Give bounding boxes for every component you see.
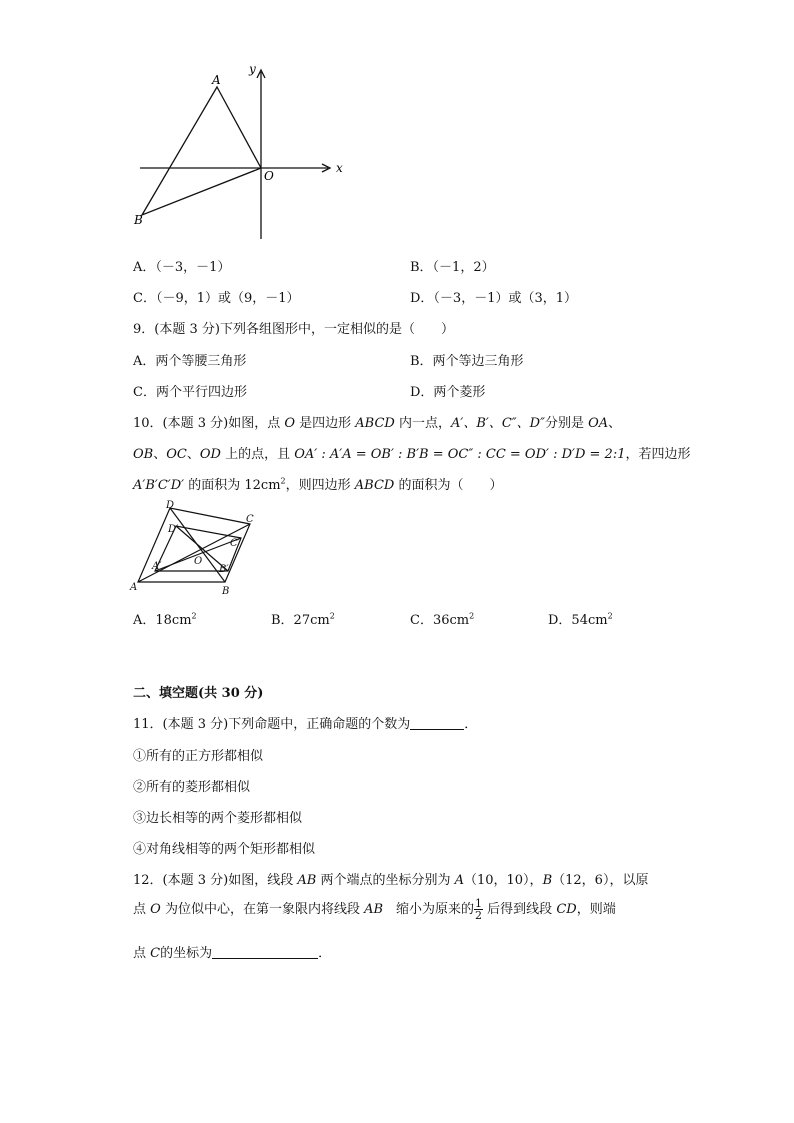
q11-stem: 11．(本题 3 分)下列命题中，正确命题的个数为 ． xyxy=(133,717,478,732)
q12-line-2: 点 O 为位似中心，在第一象限内将线段 AB 缩小为原来的 $\frac{1}{2}$ 后得到线段 CD，则端 xyxy=(133,897,616,922)
q11-item-2: ②所有的菱形都相似 xyxy=(133,780,251,795)
q10-line-3: A′B′C′D′ 的面积为 $12cm^2$，则四边形 ABCD 的面积为（ ） xyxy=(133,476,503,493)
q10-option-b: B．$27cm^2$ xyxy=(271,611,335,628)
label-C1: C′ xyxy=(230,538,240,549)
q11-item-1: ①所有的正方形都相似 xyxy=(133,749,264,764)
q8-option-a: A．（－3，－1） xyxy=(133,260,231,275)
label-C: C xyxy=(246,514,254,525)
coordinate-figure xyxy=(130,58,360,244)
label-B: B xyxy=(222,586,230,597)
label-O: O xyxy=(194,556,203,567)
q8-option-b: B．（－1，2） xyxy=(410,260,495,275)
label-B1: B′ xyxy=(219,564,229,575)
q12-line-1: 12．(本题 3 分)如图，线段 AB 两个端点的坐标分别为 A（10，10），B（12，6），以原 xyxy=(133,873,649,888)
q11-item-4: ④对角线相等的两个矩形都相似 xyxy=(133,842,316,857)
triangle-aob xyxy=(142,87,261,215)
quadrilateral-figure xyxy=(128,498,268,598)
label-D: D xyxy=(166,500,175,511)
q10-option-a: A．$18cm^2$ xyxy=(133,611,197,628)
fraction-one-half: $\frac{1}{2}$ xyxy=(475,897,483,922)
label-a: A xyxy=(212,73,221,87)
q8-option-c: C．（－9，1）或（9，－1） xyxy=(133,291,300,306)
segment-ac xyxy=(138,524,250,582)
section-title: 二、填空题(共 30 分) xyxy=(133,686,264,701)
label-x: x xyxy=(336,161,343,175)
q12-line-3: 点 C的坐标为 ． xyxy=(133,946,332,961)
label-A1: A′ xyxy=(152,561,162,572)
q10-option-d: D．$54cm^2$ xyxy=(548,611,613,628)
q10-line-1: 10．(本题 3 分)如图，点 O 是四边形 ABCD 内一点，A′、B′、C″、D″分别是 OA、 xyxy=(133,416,622,431)
label-b: B xyxy=(134,213,143,227)
label-y: y xyxy=(249,62,256,76)
q9-option-b: B．两个等边三角形 xyxy=(410,354,524,369)
q9-option-a: A．两个等腰三角形 xyxy=(133,354,247,369)
q11-item-3: ③边长相等的两个菱形都相似 xyxy=(133,811,303,826)
q10-option-c: C．$36cm^2$ xyxy=(410,611,475,628)
q9-stem: 9．(本题 3 分)下列各组图形中，一定相似的是（ ） xyxy=(133,322,454,337)
q8-option-d: D．（－3，－1）或（3，1） xyxy=(410,291,578,306)
q12-answer-blank[interactable] xyxy=(212,946,318,959)
q10-line-2: OB、OC、OD 上的点，且 OA′ : A′A = OB′ : B′B = OC″ : CC = OD′ : D′D = 2:1，若四边形 xyxy=(133,447,691,462)
q9-option-d: D．两个菱形 xyxy=(410,385,486,400)
q9-option-c: C．两个平行四边形 xyxy=(133,385,247,400)
label-A: A xyxy=(130,582,138,593)
label-D1: D′ xyxy=(168,524,179,535)
q11-answer-blank[interactable] xyxy=(410,717,464,730)
label-o: O xyxy=(264,169,274,183)
